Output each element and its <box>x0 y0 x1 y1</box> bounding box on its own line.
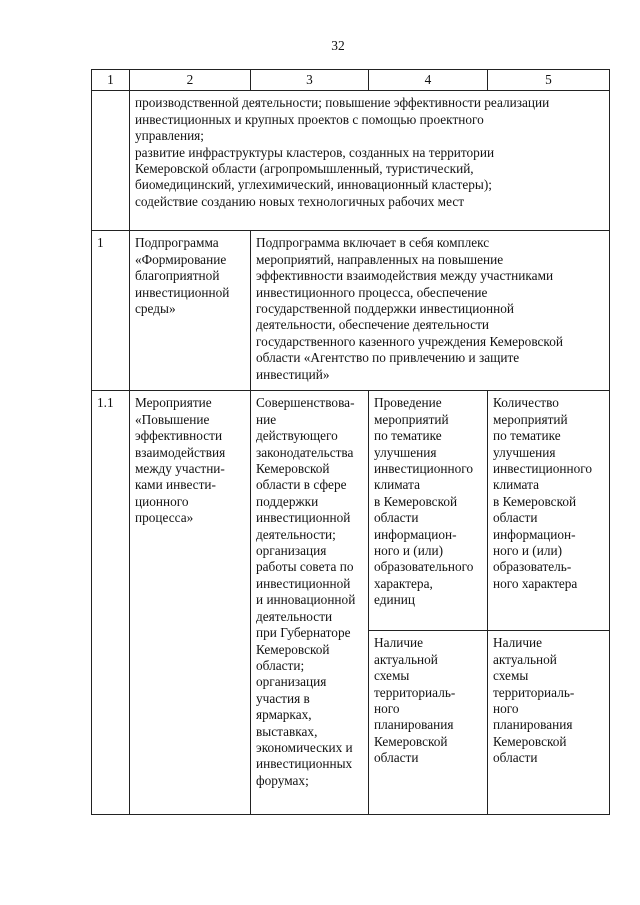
text-line: благоприятной <box>135 268 220 284</box>
text-line: Кемеровской <box>256 461 330 477</box>
text-line: среды» <box>135 301 176 317</box>
text-line: области в сфере <box>256 477 347 493</box>
text-line: области <box>493 510 538 526</box>
text-line: работы совета по <box>256 559 354 575</box>
text-line: «Формирование <box>135 251 227 267</box>
formula-b <box>488 631 610 815</box>
program-table <box>91 69 610 815</box>
measure-name <box>130 391 251 815</box>
text-line: образовательного <box>374 559 474 575</box>
text-line: области «Агентство по привлечению и защите <box>256 350 520 366</box>
header-row <box>92 70 610 91</box>
text-line: биомедицинский, углехимический, инновационный кластеры); <box>135 177 492 193</box>
text-line: деятельности; <box>256 526 336 542</box>
text-line: поддержки <box>256 493 319 509</box>
text-line: области <box>493 750 538 766</box>
measure-content <box>251 391 369 815</box>
text-line: планирования <box>374 717 454 733</box>
text-line: развитие инфраструктуры кластеров, созданных на территории <box>135 144 495 160</box>
text-line: инвестиций» <box>256 366 330 382</box>
header-cell-1: 1 <box>92 70 130 91</box>
subprogram-num: 1 <box>92 231 130 391</box>
text-line: инвестиционного <box>374 461 474 477</box>
formula-a <box>488 391 610 631</box>
subprogram-description <box>251 231 610 391</box>
continuation-row <box>92 91 610 231</box>
text-line: ного и (или) <box>374 543 444 559</box>
text-line: Мероприятие <box>135 395 212 411</box>
text-line: ного <box>374 701 400 717</box>
text-line: по тематике <box>493 428 561 444</box>
text-line: Количество <box>493 395 559 411</box>
text-line: экономических и <box>256 739 353 755</box>
text-line: ного и (или) <box>493 543 563 559</box>
text-line: характера, <box>374 575 433 591</box>
text-line: климата <box>493 477 539 493</box>
text-line: Подпрограмма включает в себя комплекс <box>256 235 490 251</box>
text-line: процесса» <box>135 510 194 526</box>
text-line: улучшения <box>493 444 556 460</box>
text-line: Кемеровской <box>493 733 567 749</box>
text-line: организация <box>256 543 327 559</box>
text-line: области <box>374 510 419 526</box>
text-line: территориаль- <box>374 684 456 700</box>
text-line: ние <box>256 411 277 427</box>
continuation-text <box>130 91 610 231</box>
text-line: участия в <box>256 690 310 706</box>
measure-num: 1.1 <box>92 391 130 815</box>
text-line: Наличие <box>493 635 543 651</box>
text-line: актуальной <box>493 651 557 667</box>
text-line: климата <box>374 477 420 493</box>
text-line: инвестиционного процесса, обеспечение <box>256 284 488 300</box>
text-line: планирования <box>493 717 573 733</box>
text-line: мероприятий <box>493 411 568 427</box>
text-line: при Губернаторе <box>256 625 351 641</box>
text-line: ками инвести- <box>135 477 216 493</box>
text-line: содействие созданию новых технологичных рабочих мест <box>135 193 465 209</box>
text-line: Кемеровской <box>256 641 330 657</box>
text-line: государственного казенного учреждения Кемеровской <box>256 333 563 349</box>
header-cell-2: 2 <box>130 70 251 91</box>
text-line: форумах; <box>256 772 309 788</box>
text-line: в Кемеровской <box>374 493 458 509</box>
header-cell-5: 5 <box>488 70 610 91</box>
text-line: деятельности <box>256 608 333 624</box>
text-line: «Повышение <box>135 411 210 427</box>
indicator-b <box>369 631 488 815</box>
text-line: законодательства <box>256 444 354 460</box>
text-line: территориаль- <box>493 684 575 700</box>
text-line: актуальной <box>374 651 438 667</box>
text-line: организация <box>256 674 327 690</box>
text-line: инвестиционной <box>256 575 351 591</box>
text-line: схемы <box>493 668 529 684</box>
text-line: эффективности <box>135 428 223 444</box>
text-line: взаимодействия <box>135 444 226 460</box>
text-line: Подпрограмма <box>135 235 219 251</box>
text-line: мероприятий <box>374 411 449 427</box>
text-line: инвестиционных <box>256 756 353 772</box>
text-line: ярмарках, <box>256 707 312 723</box>
text-line: эффективности взаимодействия между участниками <box>256 268 554 284</box>
text-line: деятельности, обеспечение деятельности <box>256 317 489 333</box>
text-line: ционного <box>135 493 189 509</box>
measure-row <box>92 391 610 631</box>
text-line: и инновационной <box>256 592 356 608</box>
subprogram-name <box>130 231 251 391</box>
text-line: образователь- <box>493 559 572 575</box>
text-line: Наличие <box>374 635 424 651</box>
text-line: информацион- <box>374 526 457 542</box>
text-line: в Кемеровской <box>493 493 577 509</box>
text-line: схемы <box>374 668 410 684</box>
subprogram-row <box>92 231 610 391</box>
header-cell-3: 3 <box>251 70 369 91</box>
text-line: выставках, <box>256 723 318 739</box>
text-line: управления; <box>135 128 204 144</box>
text-line: улучшения <box>374 444 437 460</box>
text-line: между участни- <box>135 461 225 477</box>
text-line: государственной поддержки инвестиционной <box>256 301 515 317</box>
text-line: ного характера <box>493 575 578 591</box>
text-line: Проведение <box>374 395 442 411</box>
text-line: области; <box>256 657 305 673</box>
text-line: инвестиционного <box>493 461 593 477</box>
text-line: инвестиционной <box>135 284 230 300</box>
text-line: инвестиционных и крупных проектов с помощью проектного <box>135 111 484 127</box>
text-line: Кемеровской области (агропромышленный, туристический, <box>135 161 474 177</box>
header-cell-4: 4 <box>369 70 488 91</box>
text-line: мероприятий, направленных на повышение <box>256 251 504 267</box>
text-line: ного <box>493 701 519 717</box>
text-line: действующего <box>256 428 338 444</box>
text-line: инвестиционной <box>256 510 351 526</box>
continuation-num-cell <box>92 91 130 231</box>
text-line: области <box>374 750 419 766</box>
page-number: 32 <box>331 38 345 53</box>
text-line: производственной деятельности; повышение эффективности реализации <box>135 95 550 111</box>
text-line: единиц <box>374 592 415 608</box>
text-line: информацион- <box>493 526 576 542</box>
text-line: по тематике <box>374 428 442 444</box>
text-line: Кемеровской <box>374 733 448 749</box>
indicator-a <box>369 391 488 631</box>
text-line: Совершенствова- <box>256 395 355 411</box>
